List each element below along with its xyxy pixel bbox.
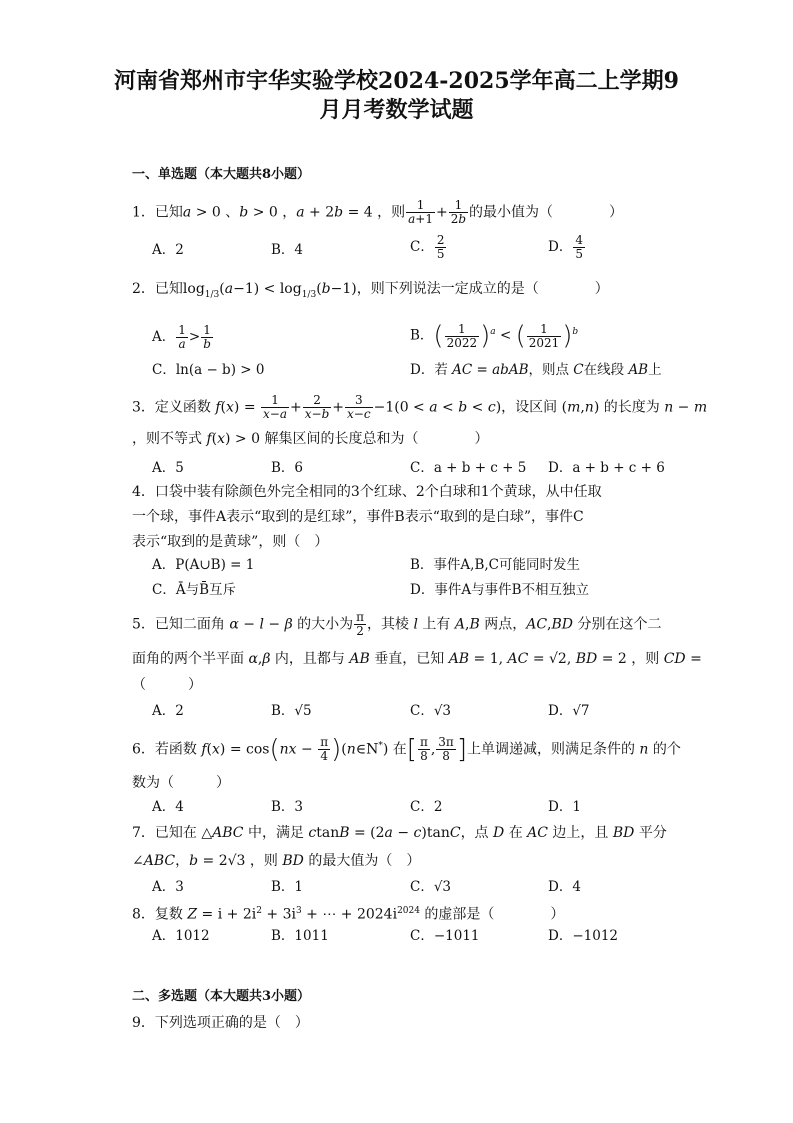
question-4-stem-line3: 表示“取到的是黄球”，则（ ） bbox=[132, 534, 329, 550]
question-3-option-a: A．5 bbox=[152, 460, 184, 476]
question-7-option-a: A．3 bbox=[152, 879, 184, 895]
question-2-option-c: C．ln(a − b) > 0 bbox=[152, 362, 265, 378]
question-4-option-a: A．P(A∪B) = 1 bbox=[152, 557, 255, 573]
question-2-stem: 2．已知$\log_{1/3}(a-1) < \log_{1/3}(b-1)$，则下列说法一定成立的是（ ） bbox=[132, 281, 609, 300]
question-7-option-b: B．1 bbox=[271, 879, 304, 895]
question-4-option-d: D．事件A与事件B不相互独立 bbox=[410, 582, 589, 598]
question-4-stem-line1: 4．口袋中装有除颜色外完全相同的3个红球、2个白球和1个黄球，从中任取 bbox=[132, 484, 602, 500]
page-title-line1: 河南省郑州市宇华实验学校2024-2025学年高二上学期9 bbox=[114, 68, 679, 94]
question-5-option-d: D．√7 bbox=[548, 703, 590, 719]
question-5-stem-line3: （ ） bbox=[132, 677, 202, 693]
question-9-stem: 9．下列选项正确的是（ ） bbox=[132, 1015, 309, 1031]
question-8-option-b: B．1011 bbox=[271, 928, 329, 944]
question-3-option-d: D．a + b + c + 6 bbox=[548, 460, 665, 476]
question-6-option-d: D．1 bbox=[548, 799, 581, 815]
question-5-stem-line2: 面角的两个半平面 α,β 内，且都与 AB 垂直，已知 AB = 1, AC = √2, BD = 2 ，则 CD = bbox=[132, 651, 702, 667]
question-1-option-a: A．2 bbox=[152, 242, 184, 258]
question-1-option-c: C． $\frac{2}{5}$ bbox=[410, 233, 445, 261]
question-8-option-c: C．−1011 bbox=[410, 928, 480, 944]
question-8-option-d: D．−1012 bbox=[548, 928, 618, 944]
question-5-stem-line1: 5．已知二面角 α − l − β 的大小为 $\frac{\pi}{2}$ ，其棱 l 上有 A,B 两点，AC,BD 分别在这个二 bbox=[132, 610, 662, 638]
question-3-option-c: C．a + b + c + 5 bbox=[410, 460, 527, 476]
question-7-stem-line1: 7．已知在 △ABC 中，满足 ctanB = (2a − c)tanC，点 D 在 AC 边上，且 BD 平分 bbox=[132, 825, 667, 841]
question-7-stem-line2: ∠ABC，b = 2√3 ，则 BD 的最大值为（ ） bbox=[132, 853, 421, 869]
question-4-option-c: C．Ā与B̄互斥 bbox=[152, 582, 236, 598]
question-5-option-b: B．√5 bbox=[271, 703, 312, 719]
question-7-option-c: C．√3 bbox=[410, 879, 452, 895]
question-2-option-a: A． $\frac{1}{a}$ > $\frac{1}{b}$ bbox=[152, 323, 211, 351]
question-6-stem-line2: 数为（ ） bbox=[132, 775, 230, 791]
question-3-option-b: B．6 bbox=[271, 460, 304, 476]
question-1-stem: 1．已知a > 0 、b > 0 ，a + 2b = 4 ，则 $\frac{1}{a+1}$ + $\frac{1}{2b}$ 的最小值为（ ） bbox=[132, 198, 624, 226]
question-6-option-c: C．2 bbox=[410, 799, 443, 815]
question-6-option-a: A．4 bbox=[152, 799, 184, 815]
question-6-stem-line1: 6．若函数 f(x) = cos(nx − $\frac{\pi}{4}$ )(n∈N*) 在[ $\frac{\pi}{8}$ , $\frac{3\pi}{8}$ ]上单调递减，则满足条件的 n 的个 bbox=[132, 734, 681, 765]
question-1-option-b: B．4 bbox=[271, 242, 304, 258]
question-5-option-c: C．√3 bbox=[410, 703, 452, 719]
question-8-stem: 8．复数 $Z = i + 2i^2 + 3i^3$ + ⋯ + $2024i^{2024}$ 的虚部是（ ） bbox=[132, 906, 565, 923]
question-7-option-d: D．4 bbox=[548, 879, 581, 895]
section-heading-single-choice: 一、单选题（本大题共8小题） bbox=[132, 167, 311, 182]
question-5-option-a: A．2 bbox=[152, 703, 184, 719]
question-8-option-a: A．1012 bbox=[152, 928, 210, 944]
question-3-stem-line2: ，则不等式 f(x) > 0 解集区间的长度总和为（ ） bbox=[132, 431, 489, 447]
page-title-line2: 月月考数学试题 bbox=[319, 97, 474, 123]
question-3-stem-line1: 3．定义函数 f(x) = $\frac{1}{x-a}$ + $\frac{2}{x-b}$ + $\frac{3}{x-c}$ −1(0 < a < b < c)，设区间 (m,n) 的长度为 n − m bbox=[132, 393, 708, 421]
question-6-option-b: B．3 bbox=[271, 799, 304, 815]
question-1-option-d: D． $\frac{4}{5}$ bbox=[548, 233, 583, 261]
question-4-stem-line2: 一个球，事件A表示“取到的是红球”，事件B表示“取到的是白球”，事件C bbox=[132, 509, 584, 525]
question-2-option-d: D．若 AC = abAB，则点 C在线段 AB上 bbox=[410, 362, 662, 378]
question-4-option-b: B．事件A,B,C可能同时发生 bbox=[410, 557, 581, 573]
section-heading-multiple-choice: 二、多选题（本大题共3小题） bbox=[132, 989, 311, 1004]
question-2-option-b: B．( $\frac{1}{2022}$ )$^a$ < ( $\frac{1}{2021}$ )$^b$ bbox=[410, 321, 579, 351]
